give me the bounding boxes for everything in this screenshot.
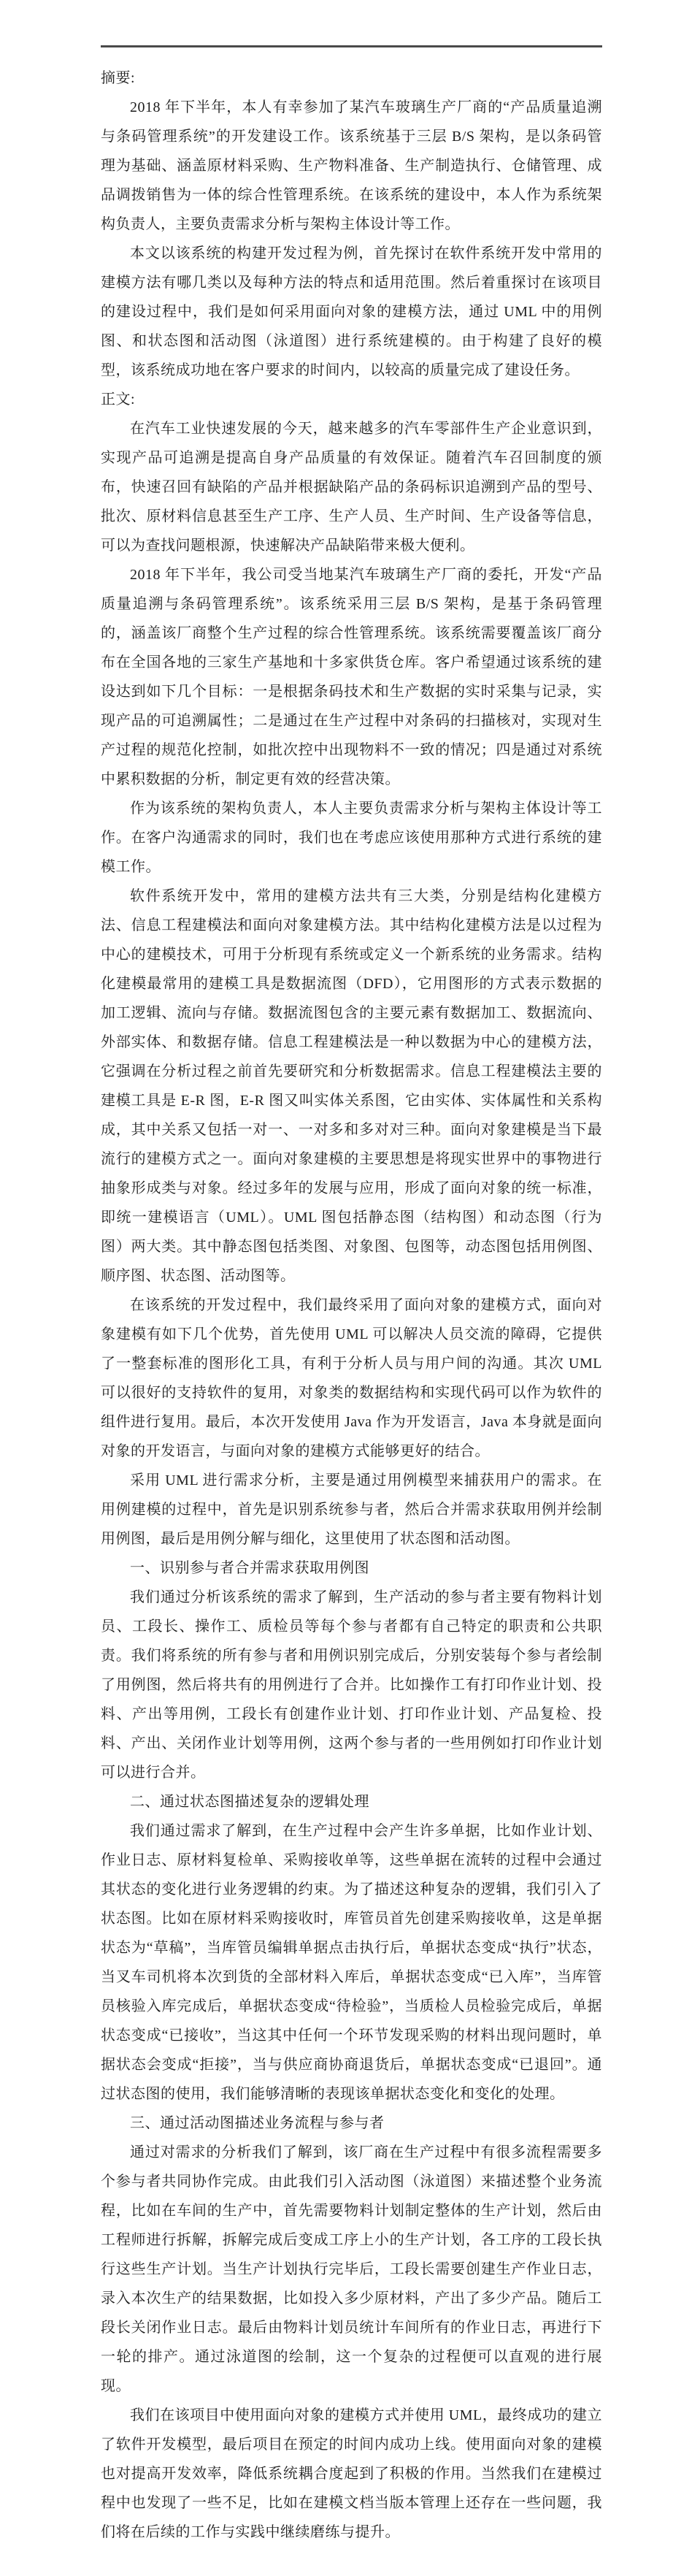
body-paragraph: 我们通过分析该系统的需求了解到，生产活动的参与者主要有物料计划员、工段长、操作工、质检员等每个参与者都有自己特定的职责和公共职责。我们将系统的所有参与者和用例识别完成后，分别安装每个参与者绘制了用例图，然后将共有的用例进行了合并。比如操作工有打印作业计划、投料、产出等用例，工段长有创建作业计划、打印作业计划、产品复检、投料、产出、关闭作业计划等用例，这两个参与者的一些用例如打印作业计划可以进行合并。 (101, 1589, 602, 1781)
body-paragraph: 软件系统开发中，常用的建模方法共有三大类，分别是结构化建模方法、信息工程建模法和面向对象建模方法。其中结构化建模方法是以过程为中心的建模技术，可用于分析现有系统或定义一个新系统的业务需求。结构化建模最常用的建模工具是数据流图（DFD），它用图形的方式表示数据的加工逻辑、流向与存储。数据流图包含的主要元素有数据加工、数据流向、外部实体、和数据存储。信息工程建模法是一种以数据为中心的建模方法，它强调在分析过程之前首先要研究和分析数据需求。信息工程建模法主要的建模工具是 E-R 图，E-R 图又叫实体关系图，它由实体、实体属性和关系构成，其中关系又包括一对一、一对多和多对对三种。面向对象建模是当下最流行的建模方式之一。面向对象建模的主要思想是将现实世界中的事物进行抽象形成类与对象。经过多年的发展与应用，形成了面向对象的统一标准，即统一建模语言（UML）。UML 图包括静态图（结构图）和动态图（行为图）两大类。其中静态图包括类图、对象图、包图等，动态图包括用例图、顺序图、状态图、活动图等。 (101, 888, 602, 1284)
body-paragraph: 采用 UML 进行需求分析，主要是通过用例模型来捕获用户的需求。在用例建模的过程中，首先是识别系统参与者，然后合并需求获取用例并绘制用例图，最后是用例分解与细化，这里使用了状态图和活动图。 (101, 1472, 602, 1547)
body-paragraph: 通过对需求的分析我们了解到，该厂商在生产过程中有很多流程需要多个参与者共同协作完成。由此我们引入活动图（泳道图）来描述整个业务流程，比如在车间的生产中，首先需要物料计划制定整体的生产计划，然后由工程师进行拆解，拆解完成后变成工序上小的生产计划，各工序的工段长执行这些生产计划。当生产计划执行完毕后，工段长需要创建生产作业日志，录入本次生产的结果数据，比如投入多少原材料，产出了多少产品。随后工段长关闭作业日志。最后由物料计划员统计车间所有的作业日志，再进行下一轮的排产。通过泳道图的绘制，这一个复杂的过程便可以直观的进行展现。 (101, 2144, 602, 2394)
section-heading-1: 一、识别参与者合并需求获取用例图 (130, 1560, 369, 1576)
body-paragraph: 作为该系统的架构负责人，本人主要负责需求分析与架构主体设计等工作。在客户沟通需求的同时，我们也在考虑应该使用那种方式进行系统的建模工作。 (101, 800, 602, 875)
abstract-paragraph: 2018 年下半年，本人有幸参加了某汽车玻璃生产厂商的“产品质量追溯与条码管理系统”的开发建设工作。该系统基于三层 B/S 架构，是以条码管理为基础、涵盖原材料采购、生产物料准备、生产制造执行、仓储管理、成品调拨销售为一体的综合性管理系统。在该系统的建设中，本人作为系统架构负责人，主要负责需求分析与架构主体设计等工作。 (101, 99, 602, 232)
body-label: 正文: (101, 391, 136, 408)
body-paragraph: 我们通过需求了解到，在生产过程中会产生许多单据，比如作业计划、作业日志、原材料复检单、采购接收单等，这些单据在流转的过程中会通过其状态的变化进行业务逻辑的约束。为了描述这种复杂的逻辑，我们引入了状态图。比如在原材料采购接收时，库管员首先创建采购接收单，这是单据状态为“草稿”，当库管员编辑单据点击执行后，单据状态变成“执行”状态，当叉车司机将本次到货的全部材料入库后，单据状态变成“已入库”，当库管员核验入库完成后，单据状态变成“待检验”，当质检人员检验完成后，单据状态变成“已接收”，当这其中任何一个环节发现采购的材料出现问题时，单据状态会变成“拒接”，当与供应商协商退货后，单据状态变成“已退回”。通过状态图的使用，我们能够清晰的表现该单据状态变化和变化的处理。 (101, 1823, 602, 2102)
body-paragraph: 在汽车工业快速发展的今天，越来越多的汽车零部件生产企业意识到，实现产品可追溯是提高自身产品质量的有效保证。随着汽车召回制度的颁布，快速召回有缺陷的产品并根据缺陷产品的条码标识追溯到产品的型号、批次、原材料信息甚至生产工序、生产人员、生产时间、生产设备等信息，可以为查找问题根源，快速解决产品缺陷带来极大便利。 (101, 421, 602, 554)
abstract-label: 摘要: (101, 70, 136, 86)
section-heading-3: 三、通过活动图描述业务流程与参与者 (130, 2115, 385, 2131)
section-heading-2: 二、通过状态图描述复杂的逻辑处理 (130, 1794, 369, 1810)
document-body (101, 64, 602, 2547)
header-divider (101, 45, 602, 47)
body-paragraph: 2018 年下半年，我公司受当地某汽车玻璃生产厂商的委托，开发“产品质量追溯与条码管理系统”。该系统采用三层 B/S 架构，是基于条码管理的，涵盖该厂商整个生产过程的综合性管理系统。该系统需要覆盖该厂商分布在全国各地的三家生产基地和十多家供货仓库。客户希望通过该系统的建设达到如下几个目标：一是根据条码技术和生产数据的实时采集与记录，实现产品的可追溯属性；二是通过在生产过程中对条码的扫描核对，实现对生产过程的规范化控制，如批次控中出现物料不一致的情况；四是通过对系统中累积数据的分析，制定更有效的经营决策。 (101, 567, 602, 787)
body-paragraph: 我们在该项目中使用面向对象的建模方式并使用 UML，最终成功的建立了软件开发模型，最后项目在预定的时间内成功上线。使用面向对象的建模也对提高开发效率，降低系统耦合度起到了积极的作用。当然我们在建模过程中也发现了一些不足，比如在建模文档当版本管理上还存在一些问题，我们将在后续的工作与实践中继续磨练与提升。 (101, 2407, 602, 2540)
body-paragraph: 在该系统的开发过程中，我们最终采用了面向对象的建模方式，面向对象建模有如下几个优势，首先使用 UML 可以解决人员交流的障碍，它提供了一整套标准的图形化工具，有利于分析人员与用户间的沟通。其次 UML 可以很好的支持软件的复用，对象类的数据结构和实现代码可以作为软件的组件进行复用。最后，本次开发使用 Java 作为开发语言，Java 本身就是面向对象的开发语言，与面向对象的建模方式能够更好的结合。 (101, 1297, 602, 1459)
abstract-paragraph: 本文以该系统的构建开发过程为例，首先探讨在软件系统开发中常用的建模方法有哪几类以及每种方法的特点和适用范围。然后着重探讨在该项目的建设过程中，我们是如何采用面向对象的建模方法，通过 UML 中的用例图、和状态图和活动图（泳道图）进行系统建模的。由于构建了良好的模型，该系统成功地在客户要求的时间内，以较高的质量完成了建设任务。 (101, 245, 602, 378)
